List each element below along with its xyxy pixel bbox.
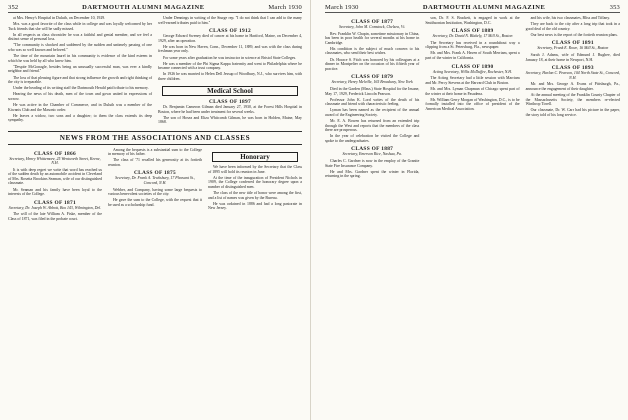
- paragraph: Rev. Franklin W. Chapin, sometime missionary in China, has been in poor health for several months at his home in Cambridge.: [325, 31, 420, 45]
- section-banner: NEWS FROM THE ASSOCIATIONS AND CLASSES: [8, 131, 302, 145]
- class-secretary: Secretary, Emerson Rice, Nashua, Pa.: [342, 152, 402, 157]
- paragraph: The son of Hosea and Eliza Whitcomb Gilman, he was born in Holden, Maine, May 1868.: [158, 115, 302, 125]
- paragraph: Professor John K. Lord writes of the death of his classmate and friend with characteristic feeling.: [325, 97, 420, 107]
- paragraph: Mr. Seaman and his family have been loyal to the interests of the College.: [8, 187, 102, 197]
- paragraph: He and Mrs. Gardner spent the winter in Florida, returning in the spring.: [325, 169, 420, 179]
- right-page: [317, 0, 628, 420]
- running-head-left: [8, 4, 302, 13]
- column-1: [325, 16, 419, 180]
- paragraph: He was a member of the Phi Sigma Kappa fraternity and went to Philadelphia where he became connected with a trust company.: [158, 61, 302, 71]
- class-heading: CLASS OF 1891: [551, 40, 594, 47]
- class-heading: CLASS OF 1866: [33, 150, 77, 157]
- paragraph: Sarah J. Adams, wife of Edmund J. Rugbee, died January 18, at their home in Newport, N.H.: [525, 52, 620, 62]
- column-5: [208, 148, 302, 224]
- paragraph: The loss of that pleasing figure and that strong influence the growth and right thinking of the city is irreparable.: [8, 75, 152, 85]
- paragraph: Hearing the news of his death, men of the town and gown united in expressions of sorrow.: [8, 92, 152, 101]
- paragraph: He was ordained in 1886 and had a long pastorate in New Jersey.: [208, 201, 302, 211]
- paragraph: Mrs. was a good favorite of the class while in college and was loyally welcomed by her Tuck friends that she will be sadly missed.: [8, 22, 152, 31]
- paragraph: His condition is the subject of much concern to his classmates, who send their best wishes.: [325, 46, 420, 56]
- paragraph: In the year of celebration he visited the College and spoke to the undergraduates.: [325, 134, 420, 143]
- class-secretary: Secretary, Dr. Joseph W. Abbott, Box 143, Wilmington, Del.: [8, 205, 102, 210]
- class-heading: CLASS OF 1887: [351, 146, 394, 153]
- class-heading: CLASS OF 1879: [351, 74, 394, 81]
- class-heading: CLASS OF 1912: [208, 28, 252, 35]
- paragraph: We have been informed by the Secretary that the Class of 1895 will hold its reunion in June.: [208, 165, 302, 174]
- column-3: [8, 148, 102, 224]
- class-secretary: Secretary, John M. Comstock, Chelsea, Vt.: [338, 25, 406, 29]
- paragraph: Our classmate, Dr. W. Carr had his picture in the paper, the story told of his long service.: [525, 108, 620, 117]
- class-secretary: Secretary, Henry Whittemore, 25 Wentworth Street, Keene, N.H.: [9, 156, 101, 166]
- magazine-title: DARTMOUTH ALUMNI MAGAZINE: [422, 4, 546, 11]
- issue-month: March 1930: [268, 4, 302, 11]
- paragraph: Died in the Garden (Mass.) State Hospital for the Insane, May 17, 1929, Frederick Lincoln Pearson.: [325, 86, 420, 96]
- paragraph: "Despite McGonagle, besides being an unusually successful man, was ever a kindly neighbor and friend.": [8, 64, 152, 74]
- section-heading-medical-school: Medical School: [162, 86, 298, 97]
- class-secretary: Secretary, Dr. David N. Blakely, 17 Mill St., Boston: [432, 34, 513, 39]
- paragraph: Mr. and Mrs. George A. Evans of Pittsburgh, Pa., announce the engagement of their daughter.: [525, 82, 620, 91]
- class-secretary: Secretary, Harlan C. Pearson, 104 North State St., Concord, N.H.: [525, 71, 620, 80]
- class-heading: CLASS OF 1875: [133, 170, 177, 177]
- right-columns: [325, 16, 620, 180]
- paragraph: George Edward Sweney died of cancer at his home in Hartford, Maine, on December 4, 1929, after an operation.: [158, 34, 302, 43]
- column-3: [526, 16, 620, 180]
- paragraph: Under Dennings in writing of the Sturge rep. "I do not think that I can add to the many well-earned tributes paid to him.": [158, 16, 302, 25]
- paragraph: "The community is shocked and saddened by the sudden and untimely passing of one who was so well known and beloved.": [8, 43, 152, 53]
- class-heading: CLASS OF 1889: [451, 28, 494, 35]
- paragraph: He gave the sum to the College, with the request that it be used as a scholarship fund.: [108, 198, 202, 207]
- paragraph: Mr. William Gerry Morgan of Washington, D.C., is to be formally installed into the office of president of the American Medical Association.: [425, 97, 520, 111]
- top-columns: [8, 16, 302, 127]
- paragraph: son, Dr. F. S. Brackett, is engaged in work at the Smithsonian Institution, Washington, D.C.: [425, 16, 520, 25]
- paragraph: The class of the new title of honor were among the first, and a list of names was given by the Bureau.: [208, 191, 302, 200]
- paragraph: Dr. Horace S. Fitch was honored by his colleagues at a dinner in Montpelier on the occasion of his fiftieth year of practice.: [325, 57, 420, 71]
- paragraph: The time of the mountain laurel in his community is evidence of the kind esteem in which he was held by all who knew him.: [8, 54, 152, 63]
- class-heading: CLASS OF 1893: [551, 65, 594, 72]
- paragraph: The Secretary has received in a roundabout way a clipping from a St. Petersburg, Fla., newspaper.: [425, 40, 520, 50]
- issue-month: March 1930: [325, 4, 359, 11]
- paragraph: Charles C. Gardner is now in the employ of the Granite State Fire Insurance Company.: [325, 159, 420, 168]
- page-number: 352: [8, 4, 19, 11]
- paragraph: At the annual meeting of the Franklin County Chapter of the Massachusetts Society, the members re-elected Winthrop Tirrell.: [525, 93, 620, 107]
- class-heading: CLASS OF 1877: [351, 19, 394, 25]
- paragraph: Under the heading of its writing staff the Dartmouth Herald paid tribute to his memory.: [13, 86, 149, 91]
- paragraph: In 1926 he was married to Helen Dell Jessup of Woodbury, N.J., who survives him, with three children.: [158, 72, 302, 81]
- paragraph: Dr. Benjamin Cameron Gilman died January 27, 1930, at the Forest Hills Hospital in Boston, where he had been under treatment for several weeks.: [158, 105, 302, 114]
- paragraph: and his wife, his two classmates, Bliss and Tiffany.: [530, 16, 610, 20]
- left-page: [0, 0, 311, 420]
- paragraph: Our best news is the report of the fortieth reunion plans.: [530, 32, 618, 37]
- column-2: [425, 16, 519, 180]
- paragraph: Lyman has been named as the recipient of the annual award of the Engineering Society.: [325, 108, 420, 117]
- paragraph: The class of '71 recalled his generosity at its fortieth reunion.: [108, 158, 202, 167]
- class-heading: CLASS OF 1890: [451, 63, 494, 70]
- class-secretary: Acting Secretary, Willis McDuffee, Rochester, N.H.: [432, 69, 513, 74]
- paragraph: At the time of the inauguration of President Nichols in 1909, the College conferred the honorary degree upon a number of distinguished men.: [208, 175, 302, 189]
- page-number: 353: [609, 4, 620, 11]
- running-head-right: [325, 4, 620, 13]
- column-4: [108, 148, 202, 224]
- section-heading-honorary: Honorary: [212, 152, 298, 163]
- magazine-title: DARTMOUTH ALUMNI MAGAZINE: [82, 4, 205, 11]
- class-secretary: Secretary, Frank E. Rowe, 16 Mill St., Boston: [537, 46, 609, 51]
- class-heading: CLASS OF 1897: [208, 99, 252, 106]
- paragraph: Among the bequests is a substantial sum to the College in memory of his father.: [108, 147, 202, 157]
- paragraph: Mr. E. A. Bowen has returned from an extended trip through the West and reports that the members of the class there are prosperous.: [325, 119, 420, 133]
- paragraph: It is with deep regret we write that word has reached us of the sudden death by an automobile accident in Cleveland of Mrs. Rosetta Brookins Seaman, wife of our distinguished classmate.: [8, 167, 102, 186]
- paragraph: He was active in the Chamber of Commerce, and in Duluth was a member of the Kiwanis Club and the Masonic order.: [8, 103, 152, 112]
- paragraph: In all respects as class chronicler he was a faithful and genial member, and we feel a distinct sense of personal loss.: [8, 32, 152, 42]
- column-1: [8, 16, 152, 127]
- paragraph: Mr. and Mrs. Lyman Chapman of Chicago spent part of the winter at their home in Pasadena.: [425, 86, 520, 96]
- class-secretary: Secretary, Henry Melville, 165 Broadway, New York: [331, 80, 413, 85]
- paragraph: For some years after graduation he was instructor in science at Bristol State Colleges.: [163, 55, 297, 60]
- paragraph: He was born in New Haven, Conn., December 11, 1889, and was with the class during freshman year only.: [158, 44, 302, 54]
- paragraph: They are back to the city after a long trip that took in a good deal of the old country.: [525, 22, 620, 31]
- paragraph: Mr. and Mrs. Frank A. Haven of South Merriam, spent a part of the winter in California.: [425, 51, 520, 61]
- class-heading: CLASS OF 1871: [33, 199, 77, 206]
- class-secretary: Secretary, Dr. Frank A. Tewksbury, 17 Pleasant St., Concord, N.H.: [115, 176, 195, 185]
- column-2: [158, 16, 302, 127]
- bottom-columns: [8, 148, 302, 224]
- paragraph: at Mrs. Henry's Hospital in Duluth, on December 10, 1929.: [13, 16, 106, 20]
- paragraph: The Acting Secretary had a little session with Marriam and Mr. Percy Stevens at the Harvard Club in Boston.: [425, 76, 520, 85]
- paragraph: Webber, and Company, having some large bequests to various benevolent societies of the city.: [108, 187, 202, 197]
- paragraph: He leaves a widow, two sons and a daughter; to them the class extends its deep sympathy.: [8, 113, 152, 123]
- paragraph: The will of the late William A. Fiske, member of the Class of 1871, was filed in the probate court.: [8, 212, 102, 221]
